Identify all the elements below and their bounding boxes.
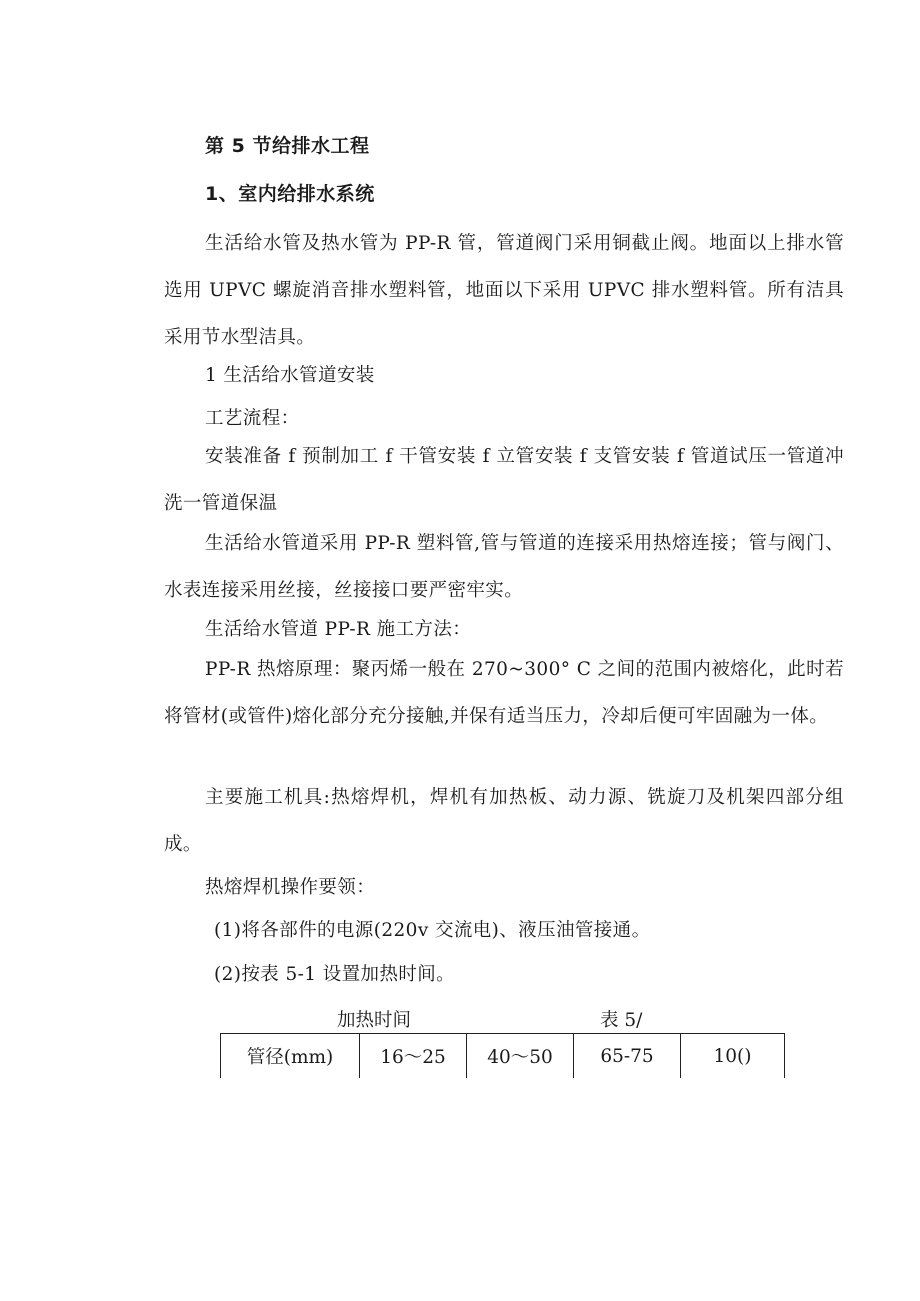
section-title: 第 5 节给排水工程 — [205, 135, 370, 157]
table-caption-right: 表 5/ — [600, 1010, 643, 1031]
heating-time-table — [220, 1033, 785, 1078]
item-1-heading: 1 生活给水管道安装 — [205, 365, 375, 386]
step-1: (1)将各部件的电源(220v 交流电)、液压油管接通。 — [214, 920, 651, 941]
table-cell: 10() — [681, 1034, 785, 1079]
tools-paragraph: 主要施工机具:热熔焊机，焊机有加热板、动力源、铣旋刀及机架四部分组成。 — [164, 787, 844, 855]
table-cell: 16～25 — [360, 1034, 467, 1079]
table-row — [221, 1034, 785, 1079]
table-cell-pipe-diameter: 管径(mm) — [221, 1034, 360, 1079]
table-caption-left: 加热时间 — [337, 1010, 412, 1031]
step-2: (2)按表 5-1 设置加热时间。 — [214, 964, 456, 985]
intro-paragraph: 生活给水管及热水管为 PP-R 管，管道阀门采用铜截止阀。地面以上排水管选用 UPVC 螺旋消音排水塑料管，地面以下采用 UPVC 排水塑料管。所有洁具采用节水型洁具。 — [164, 233, 844, 348]
operation-label: 热熔焊机操作要领： — [205, 877, 376, 898]
table-cell: 40～50 — [467, 1034, 574, 1079]
connection-paragraph: 生活给水管道采用 PP-R 塑料管,管与管道的连接采用热熔连接；管与阀门、水表连接采用丝接，丝接接口要严密牢实。 — [164, 533, 844, 601]
subsection-title: 1、室内给排水系统 — [205, 183, 375, 205]
method-label: 生活给水管道 PP-R 施工方法： — [205, 619, 472, 640]
principle-paragraph: PP-R 热熔原理：聚丙烯一般在 270~300° C 之间的范围内被熔化，此时若将管材(或管件)熔化部分充分接触,并保有适当压力，冷却后便可牢固融为一体。 — [164, 659, 844, 727]
process-label: 工艺流程： — [205, 408, 300, 429]
process-flow-paragraph: 安装准备 f 预制加工 f 干管安装 f 立管安装 f 支管安装 f 管道试压一管道冲洗一管道保温 — [164, 446, 844, 514]
table-cell: 65-75 — [574, 1034, 681, 1079]
